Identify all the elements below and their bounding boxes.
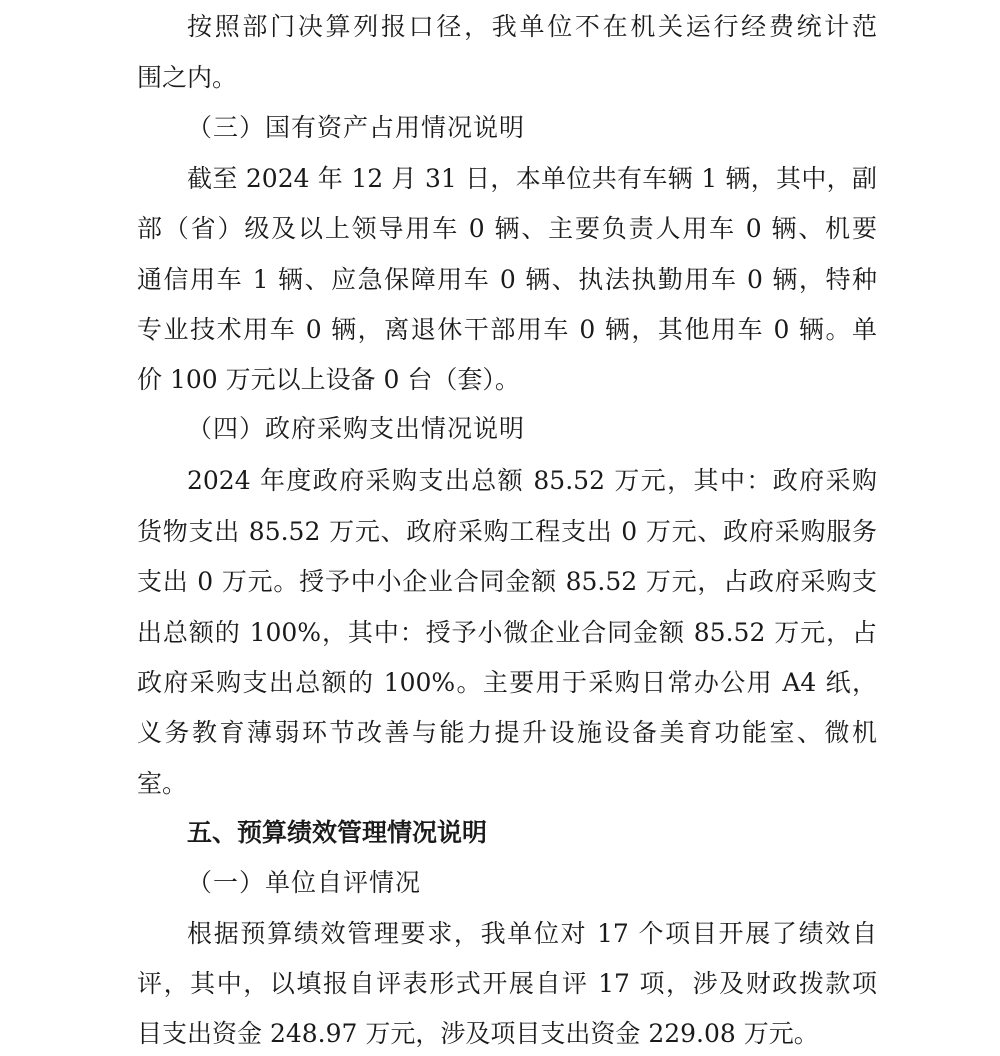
paragraph-line: 围之内。 [137, 63, 238, 92]
section-heading: 五、预算绩效管理情况说明 [187, 818, 488, 847]
section-subheading: （三）国有资产占用情况说明 [187, 113, 526, 142]
paragraph-line: 价 100 万元以上设备 0 台（套）。 [137, 365, 520, 394]
paragraph-line: 根据预算绩效管理要求，我单位对 17 个项目开展了绩效自 [187, 919, 877, 948]
paragraph-line: 出总额的 100%，其中：授予小微企业合同金额 85.52 万元，占 [137, 618, 877, 647]
paragraph-line: 评，其中，以填报自评表形式开展自评 17 项，涉及财政拨款项 [137, 969, 877, 998]
section-subheading: （一）单位自评情况 [187, 868, 422, 897]
paragraph-line: 支出 0 万元。授予中小企业合同金额 85.52 万元，占政府采购支 [137, 567, 877, 596]
section-subheading: （四）政府采购支出情况说明 [187, 414, 526, 443]
paragraph-line: 部（省）级及以上领导用车 0 辆、主要负责人用车 0 辆、机要 [137, 214, 877, 243]
paragraph-line: 按照部门决算列报口径，我单位不在机关运行经费统计范 [187, 12, 877, 41]
paragraph-line: 截至 2024 年 12 月 31 日，本单位共有车辆 1 辆，其中，副 [187, 164, 877, 193]
paragraph-line: 专业技术用车 0 辆，离退休干部用车 0 辆，其他用车 0 辆。单 [137, 315, 877, 344]
paragraph-line: 目支出资金 248.97 万元，涉及项目支出资金 229.08 万元。 [137, 1019, 819, 1048]
paragraph-line: 室。 [137, 769, 188, 798]
paragraph-line: 政府采购支出总额的 100%。主要用于采购日常办公用 A4 纸， [137, 668, 877, 697]
paragraph-line: 通信用车 1 辆、应急保障用车 0 辆、执法执勤用车 0 辆，特种 [137, 265, 877, 294]
paragraph-line: 2024 年度政府采购支出总额 85.52 万元，其中：政府采购 [187, 466, 877, 495]
paragraph-line: 义务教育薄弱环节改善与能力提升设施设备美育功能室、微机 [137, 718, 877, 747]
paragraph-line: 货物支出 85.52 万元、政府采购工程支出 0 万元、政府采购服务 [137, 517, 877, 546]
